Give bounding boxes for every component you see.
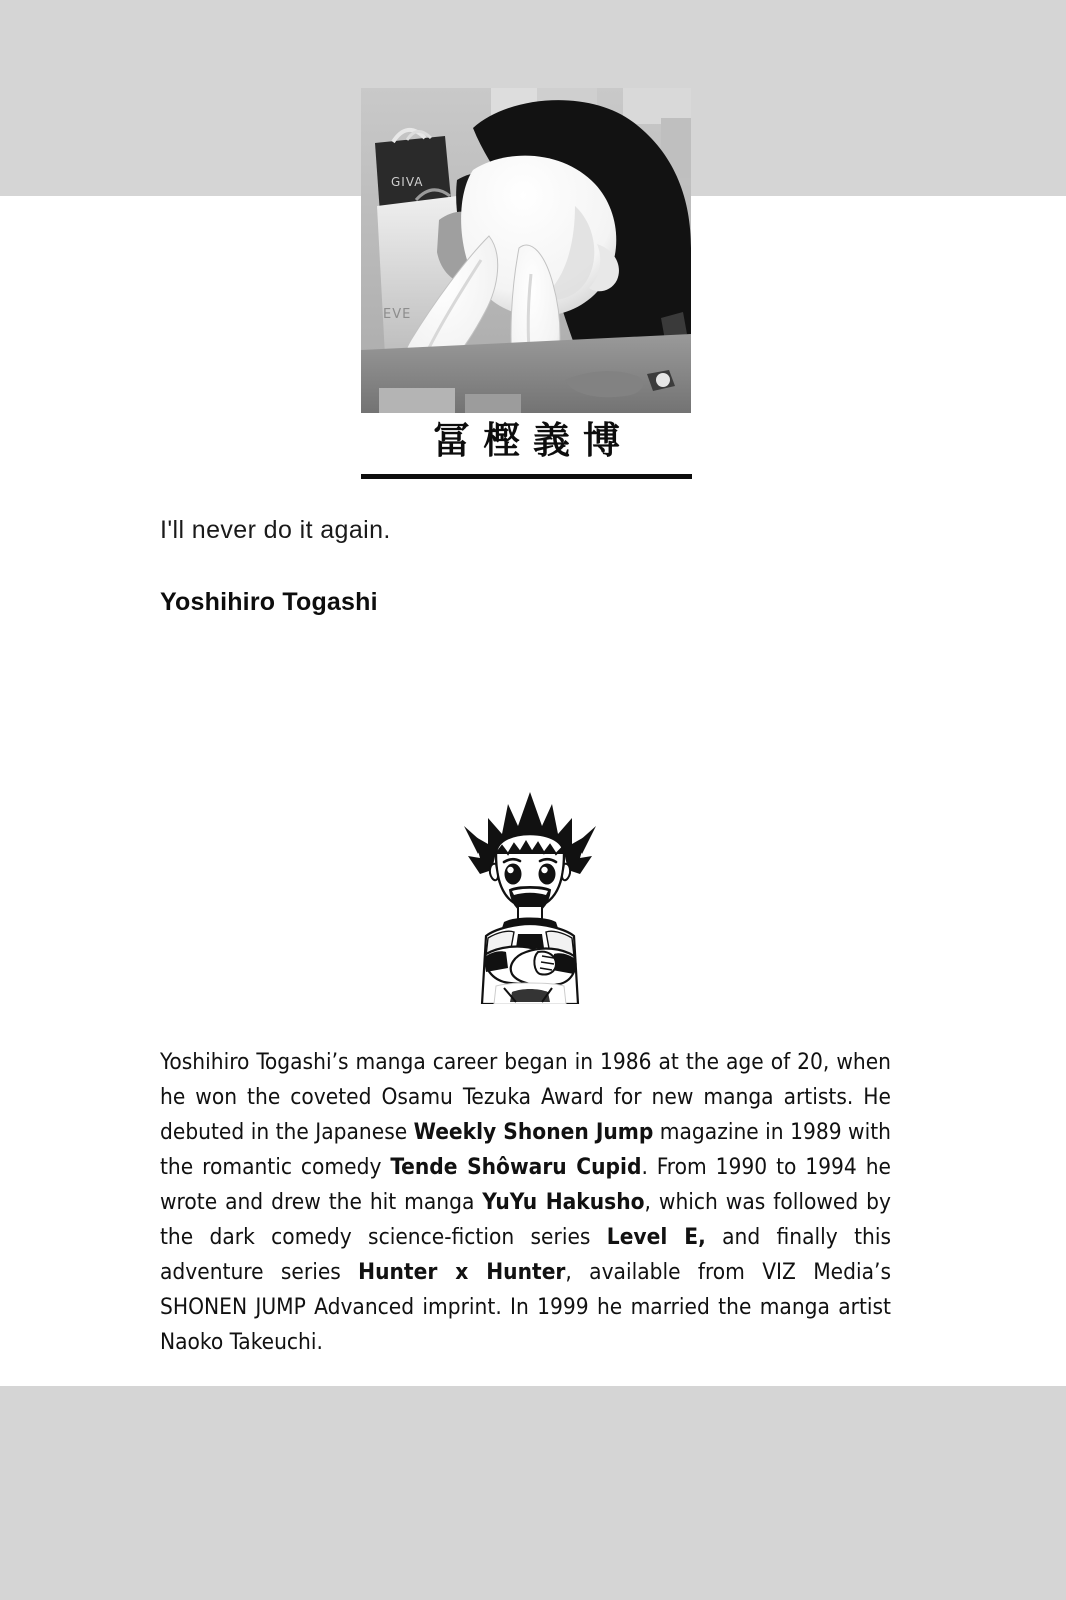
page-bottom-gray-band xyxy=(0,1386,1066,1600)
quote-attribution: Yoshihiro Togashi xyxy=(160,588,378,616)
bio-title-emphasis: Weekly Shonen Jump xyxy=(413,1118,654,1145)
bio-text-run: , which was followed by the dark comedy science-fiction series xyxy=(160,1188,891,1250)
bio-text-run: , available from VIZ Media’s SHONEN JUMP Advanced imprint. In 1999 he married the manga artist Naoko Takeuchi. xyxy=(160,1258,891,1355)
gon-freecss-illustration xyxy=(452,788,608,1004)
gon-freecss-icon xyxy=(452,788,608,1004)
svg-text:EVE: EVE xyxy=(383,307,412,322)
svg-text:GIVA: GIVA xyxy=(391,175,424,189)
author-photo xyxy=(361,88,691,413)
bio-title-emphasis: YuYu Hakusho xyxy=(482,1188,645,1215)
quote-text: I'll never do it again. xyxy=(160,516,391,544)
bio-text-run: . From 1990 to 1994 he wrote and drew the hit manga xyxy=(160,1153,892,1215)
author-name-japanese-block xyxy=(361,419,692,479)
horizontal-rule xyxy=(361,474,692,479)
bio-title-emphasis: Tende Shôwaru Cupid xyxy=(390,1153,642,1180)
bio-text-run: Yoshihiro Togashi’s manga career began in 1986 at the age of 20, when he won the coveted Osamu Tezuka Award for new manga artists. He debuted in the Japanese xyxy=(160,1048,891,1145)
bio-title-emphasis: Level E, xyxy=(606,1223,706,1250)
bio-text-run: and finally this adventure series xyxy=(160,1223,892,1285)
author-biography xyxy=(160,1045,891,1360)
quote-block xyxy=(160,515,900,617)
author-photo-image xyxy=(361,88,691,413)
bio-text-run: magazine in 1989 with the romantic comedy xyxy=(160,1118,891,1180)
author-name-japanese: 冨樫義博 xyxy=(433,419,633,462)
bio-title-emphasis: Hunter x Hunter xyxy=(358,1258,566,1285)
